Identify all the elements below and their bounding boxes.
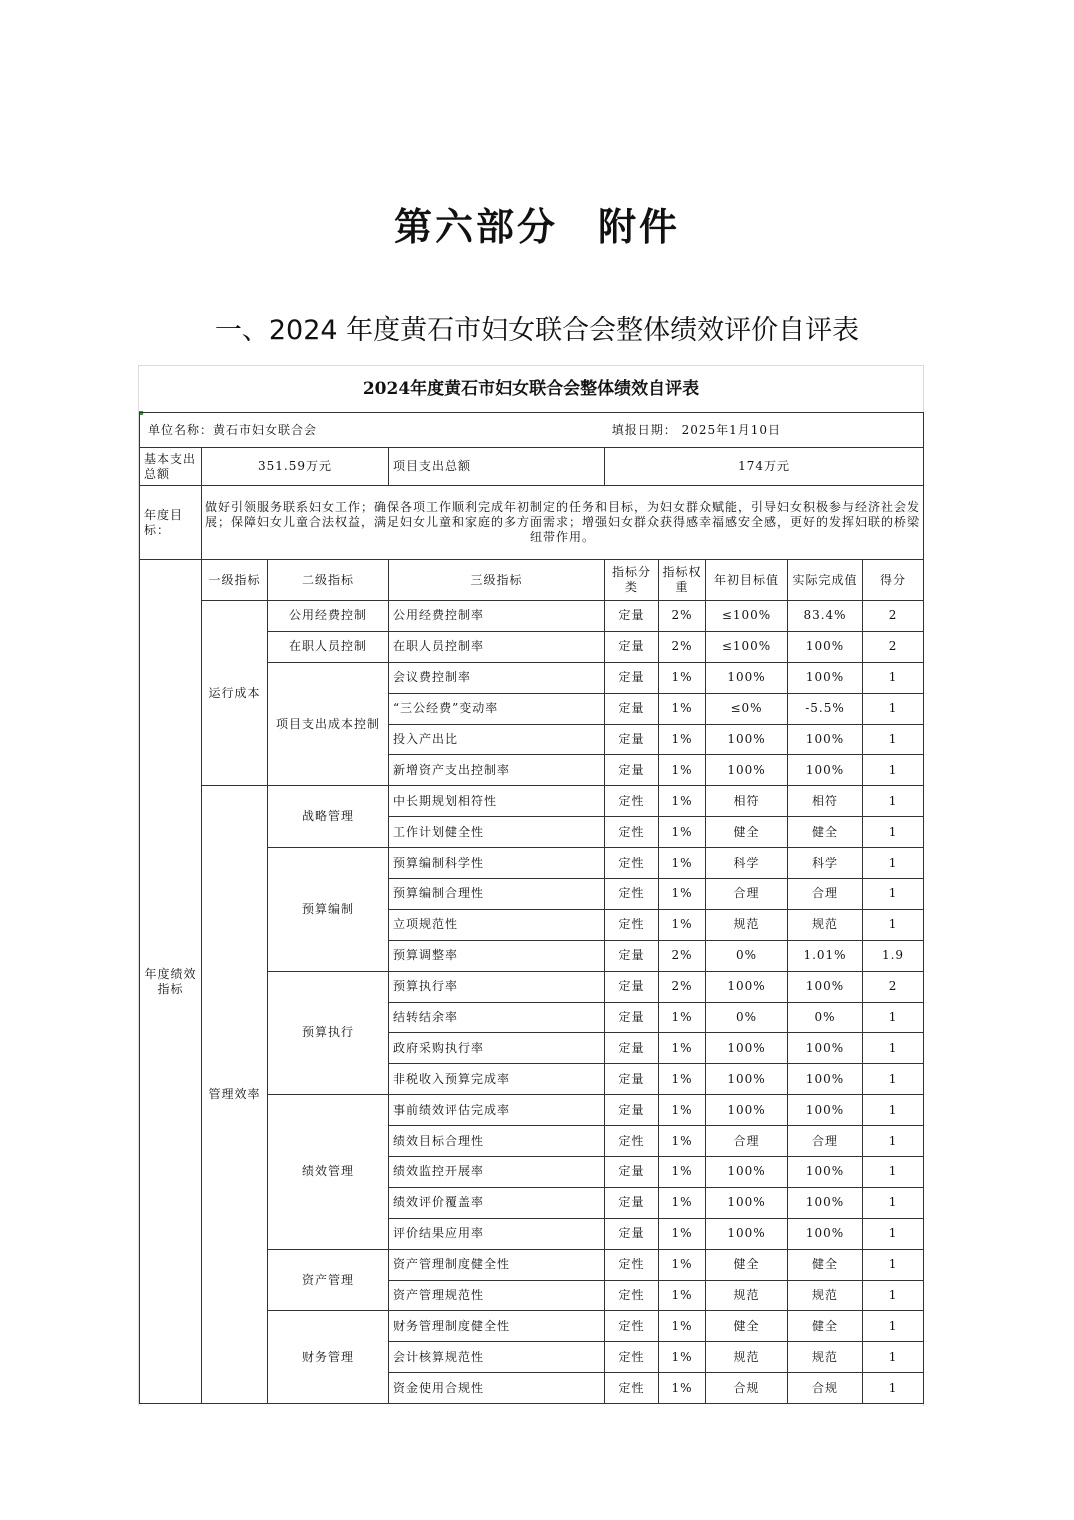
evaluation-table: [139, 412, 924, 1404]
indicator-header-row: [140, 560, 924, 601]
level3-cell: 资金使用合规性: [389, 1373, 605, 1404]
weight-cell: 1%: [659, 909, 706, 940]
part-title: [0, 196, 1074, 251]
level3-cell: 预算调整率: [389, 940, 605, 971]
actual-cell: 规范: [788, 1342, 863, 1373]
project-value: 174万元: [605, 448, 924, 486]
score-cell: 1: [863, 693, 924, 724]
header-cell: 三级指标: [389, 560, 605, 601]
level3-cell: 资产管理规范性: [389, 1280, 605, 1311]
actual-cell: 健全: [788, 1311, 863, 1342]
category-cell: 定量: [605, 724, 659, 755]
target-cell: 健全: [706, 1249, 788, 1280]
header-cell: 指标权重: [659, 560, 706, 601]
score-cell: 1: [863, 1033, 924, 1064]
unit-cell: [140, 413, 924, 448]
actual-cell: 合规: [788, 1373, 863, 1404]
section-title: 一、2024 年度黄石市妇女联合会整体绩效评价自评表: [214, 315, 860, 346]
weight-cell: 1%: [659, 724, 706, 755]
weight-cell: 1%: [659, 1002, 706, 1033]
actual-cell: 100%: [788, 755, 863, 786]
target-cell: 100%: [706, 1064, 788, 1095]
level2-cell: 战略管理: [268, 786, 389, 848]
level3-cell: 预算编制合理性: [389, 879, 605, 910]
category-cell: 定量: [605, 1157, 659, 1188]
category-cell: 定量: [605, 1095, 659, 1126]
target-cell: 100%: [706, 1157, 788, 1188]
actual-cell: 100%: [788, 662, 863, 693]
level1-cell: 管理效率: [202, 786, 268, 1404]
category-cell: 定性: [605, 1280, 659, 1311]
level2-cell: 在职人员控制: [268, 631, 389, 662]
level3-cell: 评价结果应用率: [389, 1218, 605, 1249]
part-title-left: 第六部分: [393, 204, 558, 249]
score-cell: 1: [863, 786, 924, 817]
category-cell: 定性: [605, 909, 659, 940]
level3-cell: 中长期规划相符性: [389, 786, 605, 817]
target-cell: 100%: [706, 1095, 788, 1126]
level3-cell: 财务管理制度健全性: [389, 1311, 605, 1342]
target-cell: ≤100%: [706, 631, 788, 662]
header-cell: 二级指标: [268, 560, 389, 601]
level3-cell: 预算执行率: [389, 971, 605, 1002]
category-cell: 定性: [605, 786, 659, 817]
table-row: [140, 601, 924, 632]
score-cell: 1: [863, 817, 924, 848]
report-date: 填报日期： 2025年1月10日: [611, 422, 782, 437]
score-cell: 1: [863, 1249, 924, 1280]
actual-cell: 100%: [788, 724, 863, 755]
category-cell: 定量: [605, 662, 659, 693]
category-cell: 定量: [605, 755, 659, 786]
weight-cell: 2%: [659, 971, 706, 1002]
level3-cell: 公用经费控制率: [389, 601, 605, 632]
target-cell: 100%: [706, 755, 788, 786]
actual-cell: 规范: [788, 909, 863, 940]
level2-cell: 公用经费控制: [268, 601, 389, 632]
weight-cell: 1%: [659, 1342, 706, 1373]
header-cell: 实际完成值: [788, 560, 863, 601]
score-cell: 2: [863, 601, 924, 632]
actual-cell: 83.4%: [788, 601, 863, 632]
header-cell: 一级指标: [202, 560, 268, 601]
level2-cell: 预算编制: [268, 848, 389, 972]
level3-cell: 非税收入预算完成率: [389, 1064, 605, 1095]
category-cell: 定量: [605, 971, 659, 1002]
weight-cell: 1%: [659, 1218, 706, 1249]
score-cell: 1: [863, 1311, 924, 1342]
level3-cell: 结转结余率: [389, 1002, 605, 1033]
target-cell: 规范: [706, 1342, 788, 1373]
target-cell: 规范: [706, 1280, 788, 1311]
score-cell: 1: [863, 1373, 924, 1404]
target-cell: 0%: [706, 1002, 788, 1033]
target-cell: 合理: [706, 879, 788, 910]
actual-cell: 100%: [788, 1187, 863, 1218]
actual-cell: 100%: [788, 1033, 863, 1064]
header-cell: 指标分类: [605, 560, 659, 601]
target-cell: 健全: [706, 817, 788, 848]
level3-cell: 绩效目标合理性: [389, 1126, 605, 1157]
score-cell: 1: [863, 1187, 924, 1218]
actual-cell: 100%: [788, 1095, 863, 1126]
level1-cell: 运行成本: [202, 601, 268, 786]
unit-row: [140, 413, 924, 448]
target-cell: 规范: [706, 909, 788, 940]
actual-cell: 规范: [788, 1280, 863, 1311]
category-cell: 定性: [605, 848, 659, 879]
score-cell: 1: [863, 1342, 924, 1373]
actual-cell: 健全: [788, 817, 863, 848]
actual-cell: 0%: [788, 1002, 863, 1033]
header-cell: 年初目标值: [706, 560, 788, 601]
category-cell: 定性: [605, 879, 659, 910]
target-cell: 健全: [706, 1311, 788, 1342]
level2-cell: 财务管理: [268, 1311, 389, 1404]
actual-cell: 科学: [788, 848, 863, 879]
category-cell: 定性: [605, 1249, 659, 1280]
score-cell: 1: [863, 724, 924, 755]
weight-cell: 2%: [659, 631, 706, 662]
target-cell: 100%: [706, 662, 788, 693]
level3-cell: 投入产出比: [389, 724, 605, 755]
goal-label: 年度目标：: [140, 486, 202, 560]
weight-cell: 1%: [659, 1126, 706, 1157]
target-cell: 100%: [706, 971, 788, 1002]
actual-cell: 相符: [788, 786, 863, 817]
score-cell: 1: [863, 909, 924, 940]
actual-cell: 健全: [788, 1249, 863, 1280]
category-cell: 定量: [605, 940, 659, 971]
category-cell: 定性: [605, 1373, 659, 1404]
weight-cell: 1%: [659, 786, 706, 817]
category-cell: 定性: [605, 1311, 659, 1342]
category-cell: 定性: [605, 817, 659, 848]
score-cell: 1: [863, 755, 924, 786]
target-cell: 合规: [706, 1373, 788, 1404]
target-cell: 100%: [706, 1187, 788, 1218]
actual-cell: 100%: [788, 971, 863, 1002]
level3-cell: 立项规范性: [389, 909, 605, 940]
target-cell: 相符: [706, 786, 788, 817]
category-cell: 定量: [605, 1002, 659, 1033]
actual-cell: 100%: [788, 1064, 863, 1095]
target-cell: 100%: [706, 724, 788, 755]
weight-cell: 1%: [659, 1373, 706, 1404]
level3-cell: “三公经费”变动率: [389, 693, 605, 724]
level3-cell: 新增资产支出控制率: [389, 755, 605, 786]
amount-row: [140, 448, 924, 486]
score-cell: 1: [863, 1002, 924, 1033]
unit-name: 单位名称：黄石市妇女联合会: [148, 422, 318, 437]
target-cell: 合理: [706, 1126, 788, 1157]
target-cell: 100%: [706, 1218, 788, 1249]
weight-cell: 1%: [659, 817, 706, 848]
score-cell: 1: [863, 1095, 924, 1126]
score-cell: 1: [863, 1126, 924, 1157]
level2-cell: 资产管理: [268, 1249, 389, 1311]
weight-cell: 1%: [659, 1187, 706, 1218]
level2-cell: 绩效管理: [268, 1095, 389, 1249]
basic-value: 351.59万元: [202, 448, 389, 486]
actual-cell: 100%: [788, 1218, 863, 1249]
category-cell: 定量: [605, 693, 659, 724]
target-cell: ≤100%: [706, 601, 788, 632]
target-cell: 0%: [706, 940, 788, 971]
actual-cell: 合理: [788, 1126, 863, 1157]
weight-cell: 1%: [659, 1064, 706, 1095]
weight-cell: 1%: [659, 693, 706, 724]
weight-cell: 1%: [659, 1095, 706, 1126]
score-cell: 1: [863, 848, 924, 879]
weight-cell: 2%: [659, 940, 706, 971]
level3-cell: 绩效监控开展率: [389, 1157, 605, 1188]
header-cell: 得分: [863, 560, 924, 601]
target-cell: 100%: [706, 1033, 788, 1064]
table-row: [140, 786, 924, 817]
actual-cell: -5.5%: [788, 693, 863, 724]
score-cell: 2: [863, 971, 924, 1002]
score-cell: 1: [863, 1064, 924, 1095]
actual-cell: 100%: [788, 1157, 863, 1188]
goal-text: 做好引领服务联系妇女工作；确保各项工作顺利完成年初制定的任务和目标，为妇女群众赋能，引导妇女积极参与经济社会发展；保障妇女儿童合法权益，满足妇女儿童和家庭的多方面需求；增强妇女群众获得感幸福感安全感，更好的发挥妇联的桥梁纽带作用。: [202, 486, 924, 560]
sheet-title: 2024年度黄石市妇女联合会整体绩效自评表: [362, 379, 700, 399]
weight-cell: 1%: [659, 848, 706, 879]
weight-cell: 1%: [659, 662, 706, 693]
indicator-label: 年度绩效指标: [140, 560, 202, 1404]
category-cell: 定量: [605, 1033, 659, 1064]
level3-cell: 会计核算规范性: [389, 1342, 605, 1373]
category-cell: 定量: [605, 1218, 659, 1249]
level2-cell: 项目支出成本控制: [268, 662, 389, 786]
category-cell: 定量: [605, 631, 659, 662]
target-cell: 科学: [706, 848, 788, 879]
level3-cell: 在职人员控制率: [389, 631, 605, 662]
weight-cell: 1%: [659, 879, 706, 910]
score-cell: 1: [863, 1157, 924, 1188]
evaluation-sheet: [138, 365, 924, 1406]
score-cell: 1: [863, 1280, 924, 1311]
actual-cell: 合理: [788, 879, 863, 910]
weight-cell: 1%: [659, 1249, 706, 1280]
level3-cell: 资产管理制度健全性: [389, 1249, 605, 1280]
level3-cell: 事前绩效评估完成率: [389, 1095, 605, 1126]
level3-cell: 工作计划健全性: [389, 817, 605, 848]
part-title-right: 附件: [598, 204, 681, 249]
level3-cell: 会议费控制率: [389, 662, 605, 693]
score-cell: 1: [863, 662, 924, 693]
basic-label: 基本支出总额: [140, 448, 202, 486]
actual-cell: 1.01%: [788, 940, 863, 971]
goal-row: [140, 486, 924, 560]
category-cell: 定性: [605, 1342, 659, 1373]
weight-cell: 2%: [659, 601, 706, 632]
weight-cell: 1%: [659, 1033, 706, 1064]
category-cell: 定量: [605, 1064, 659, 1095]
weight-cell: 1%: [659, 755, 706, 786]
score-cell: 2: [863, 631, 924, 662]
level2-cell: 预算执行: [268, 971, 389, 1095]
level3-cell: 绩效评价覆盖率: [389, 1187, 605, 1218]
level3-cell: 政府采购执行率: [389, 1033, 605, 1064]
level3-cell: 预算编制科学性: [389, 848, 605, 879]
score-cell: 1.9: [863, 940, 924, 971]
score-cell: 1: [863, 1218, 924, 1249]
category-cell: 定量: [605, 1187, 659, 1218]
category-cell: 定性: [605, 1126, 659, 1157]
actual-cell: 100%: [788, 631, 863, 662]
weight-cell: 1%: [659, 1280, 706, 1311]
project-label: 项目支出总额: [389, 448, 605, 486]
target-cell: ≤0%: [706, 693, 788, 724]
category-cell: 定量: [605, 601, 659, 632]
weight-cell: 1%: [659, 1311, 706, 1342]
weight-cell: 1%: [659, 1157, 706, 1188]
score-cell: 1: [863, 879, 924, 910]
